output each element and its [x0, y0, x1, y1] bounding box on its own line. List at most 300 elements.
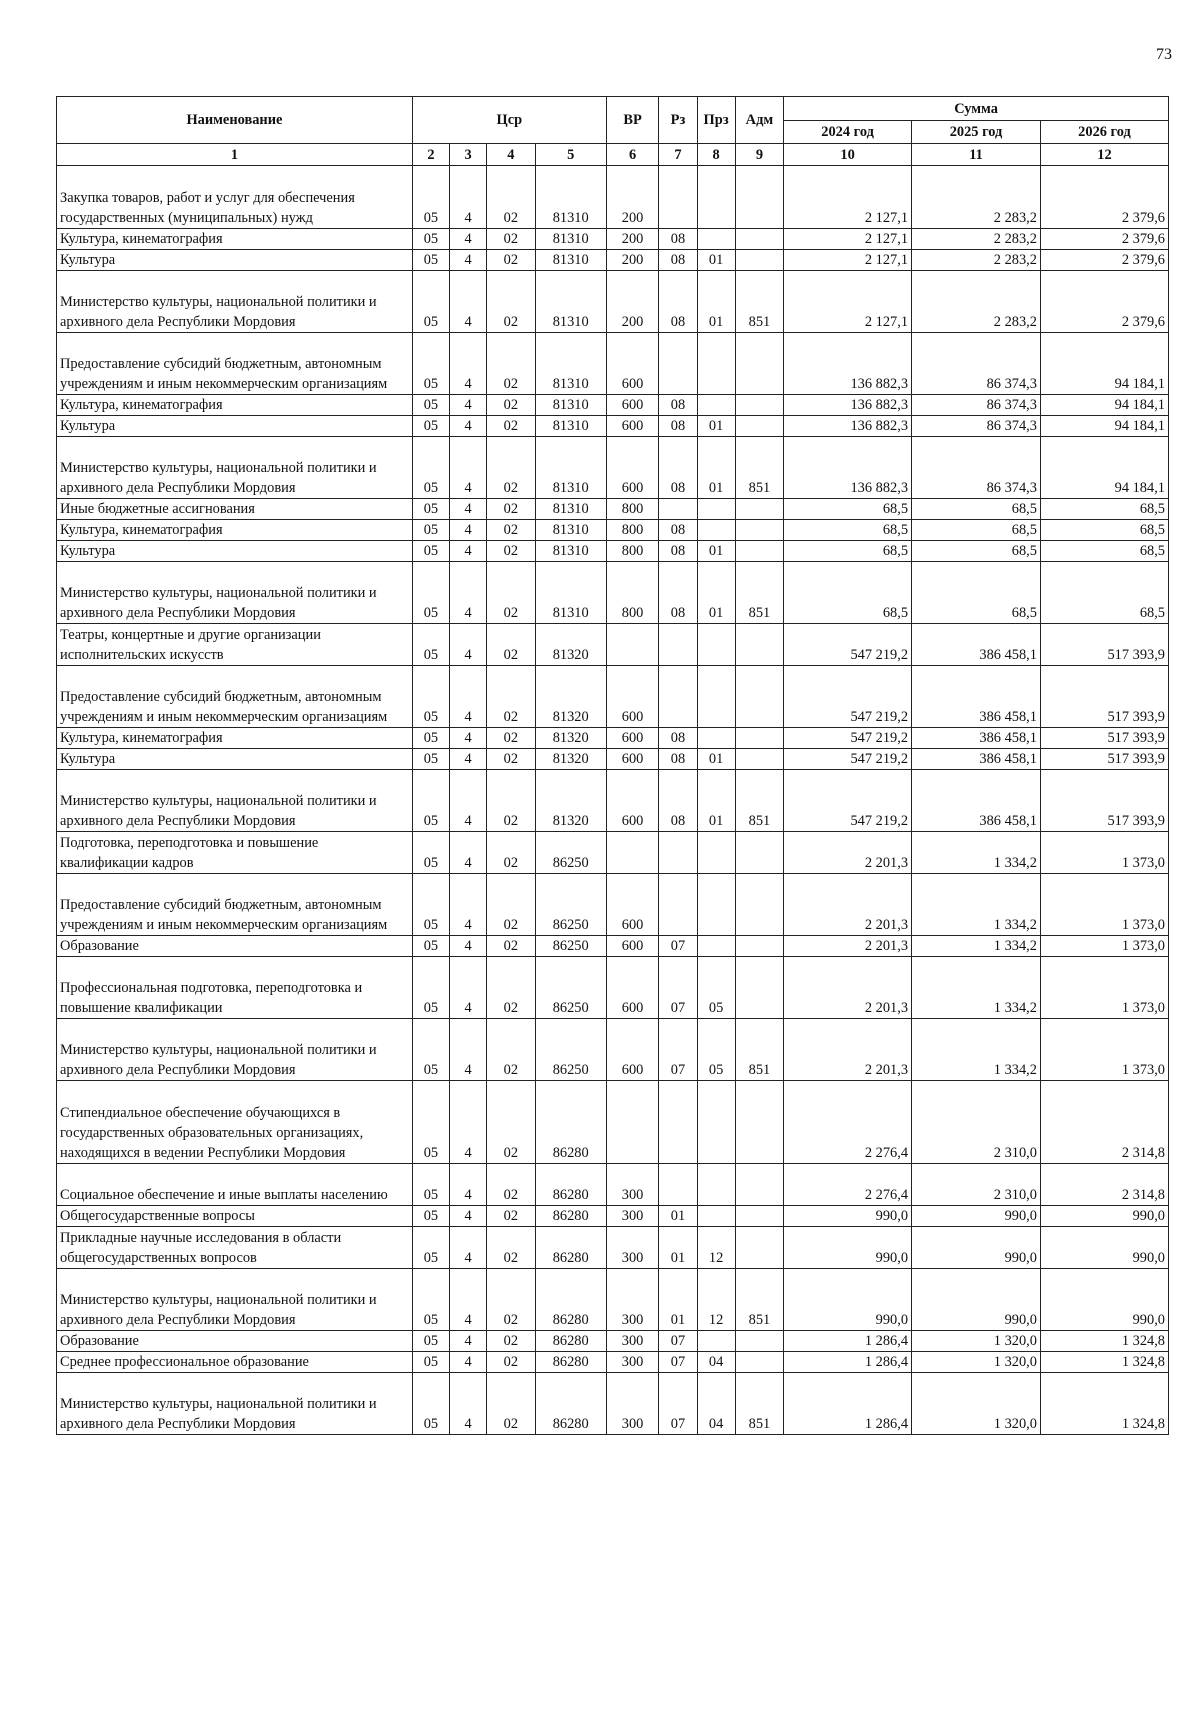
cell-tsr-2: 4	[449, 728, 486, 749]
cell-amount-2024: 1 286,4	[784, 1331, 912, 1352]
cell-amount-2026: 2 314,8	[1040, 1081, 1168, 1164]
cell-tsr-4: 81310	[535, 333, 606, 395]
cell-prz	[697, 874, 735, 936]
row-name: Министерство культуры, национальной политики и архивного дела Республики Мордовия	[57, 770, 413, 832]
cell-tsr-4: 86280	[535, 1331, 606, 1352]
cell-tsr-1: 05	[412, 1206, 449, 1227]
cell-prz: 12	[697, 1269, 735, 1331]
cell-tsr-1: 05	[412, 250, 449, 271]
table-row	[57, 416, 1169, 437]
cell-rz: 08	[659, 749, 697, 770]
cell-tsr-3: 02	[487, 1019, 535, 1081]
cell-tsr-3: 02	[487, 333, 535, 395]
column-number: 4	[487, 144, 535, 166]
cell-amount-2025: 1 320,0	[912, 1373, 1041, 1435]
cell-vr: 600	[606, 395, 659, 416]
cell-adm: 851	[735, 1373, 783, 1435]
cell-adm: 851	[735, 562, 783, 624]
cell-tsr-1: 05	[412, 936, 449, 957]
cell-adm	[735, 250, 783, 271]
cell-vr: 600	[606, 936, 659, 957]
cell-amount-2026: 990,0	[1040, 1269, 1168, 1331]
table-header	[57, 97, 1169, 166]
cell-tsr-4: 81310	[535, 229, 606, 250]
cell-adm	[735, 874, 783, 936]
table-row	[57, 437, 1169, 499]
table-row	[57, 1164, 1169, 1206]
row-name: Министерство культуры, национальной политики и архивного дела Республики Мордовия	[57, 271, 413, 333]
cell-amount-2024: 68,5	[784, 499, 912, 520]
row-name: Культура, кинематография	[57, 229, 413, 250]
cell-amount-2026: 2 379,6	[1040, 250, 1168, 271]
column-number: 5	[535, 144, 606, 166]
cell-amount-2025: 86 374,3	[912, 395, 1041, 416]
cell-tsr-2: 4	[449, 499, 486, 520]
cell-tsr-1: 05	[412, 395, 449, 416]
cell-prz	[697, 1164, 735, 1206]
header-prz: Прз	[697, 97, 735, 144]
row-name: Министерство культуры, национальной политики и архивного дела Республики Мордовия	[57, 562, 413, 624]
cell-tsr-4: 81310	[535, 541, 606, 562]
cell-rz	[659, 832, 697, 874]
cell-tsr-4: 86280	[535, 1206, 606, 1227]
cell-tsr-3: 02	[487, 832, 535, 874]
cell-amount-2024: 2 127,1	[784, 271, 912, 333]
row-name: Министерство культуры, национальной политики и архивного дела Республики Мордовия	[57, 437, 413, 499]
cell-adm: 851	[735, 1269, 783, 1331]
table-row	[57, 832, 1169, 874]
cell-adm	[735, 416, 783, 437]
cell-tsr-4: 86280	[535, 1227, 606, 1269]
cell-prz	[697, 229, 735, 250]
cell-rz: 07	[659, 1352, 697, 1373]
cell-prz: 04	[697, 1373, 735, 1435]
cell-adm: 851	[735, 437, 783, 499]
cell-amount-2024: 2 201,3	[784, 936, 912, 957]
cell-vr: 300	[606, 1373, 659, 1435]
cell-tsr-2: 4	[449, 770, 486, 832]
cell-amount-2026: 517 393,9	[1040, 749, 1168, 770]
cell-tsr-3: 02	[487, 229, 535, 250]
cell-tsr-4: 81310	[535, 437, 606, 499]
cell-amount-2025: 990,0	[912, 1206, 1041, 1227]
table-row	[57, 520, 1169, 541]
cell-prz: 01	[697, 749, 735, 770]
cell-vr: 600	[606, 333, 659, 395]
cell-rz: 01	[659, 1227, 697, 1269]
cell-tsr-2: 4	[449, 1269, 486, 1331]
cell-amount-2024: 2 276,4	[784, 1164, 912, 1206]
table-row	[57, 770, 1169, 832]
table-row	[57, 728, 1169, 749]
table-row	[57, 499, 1169, 520]
cell-amount-2024: 136 882,3	[784, 416, 912, 437]
table-row	[57, 1227, 1169, 1269]
cell-amount-2024: 1 286,4	[784, 1352, 912, 1373]
cell-adm: 851	[735, 271, 783, 333]
cell-tsr-3: 02	[487, 541, 535, 562]
cell-rz: 07	[659, 936, 697, 957]
cell-tsr-4: 81320	[535, 624, 606, 666]
cell-prz	[697, 1206, 735, 1227]
cell-rz	[659, 1081, 697, 1164]
cell-prz: 01	[697, 271, 735, 333]
cell-tsr-2: 4	[449, 166, 486, 229]
cell-tsr-1: 05	[412, 1269, 449, 1331]
cell-amount-2024: 68,5	[784, 520, 912, 541]
cell-prz	[697, 1331, 735, 1352]
cell-amount-2024: 1 286,4	[784, 1373, 912, 1435]
cell-prz	[697, 499, 735, 520]
cell-tsr-2: 4	[449, 832, 486, 874]
cell-tsr-4: 81320	[535, 666, 606, 728]
row-name: Культура, кинематография	[57, 395, 413, 416]
cell-tsr-1: 05	[412, 1164, 449, 1206]
cell-amount-2024: 2 201,3	[784, 957, 912, 1019]
cell-amount-2024: 136 882,3	[784, 437, 912, 499]
cell-tsr-2: 4	[449, 416, 486, 437]
cell-amount-2026: 1 373,0	[1040, 832, 1168, 874]
cell-tsr-1: 05	[412, 770, 449, 832]
cell-tsr-2: 4	[449, 936, 486, 957]
cell-amount-2025: 86 374,3	[912, 416, 1041, 437]
cell-tsr-1: 05	[412, 520, 449, 541]
cell-tsr-3: 02	[487, 520, 535, 541]
cell-amount-2024: 2 276,4	[784, 1081, 912, 1164]
cell-prz	[697, 728, 735, 749]
cell-tsr-3: 02	[487, 728, 535, 749]
cell-amount-2024: 2 127,1	[784, 229, 912, 250]
cell-tsr-1: 05	[412, 832, 449, 874]
table-row	[57, 1373, 1169, 1435]
cell-amount-2025: 1 334,2	[912, 957, 1041, 1019]
cell-prz: 04	[697, 1352, 735, 1373]
row-name: Предоставление субсидий бюджетным, автономным учреждениям и иным некоммерческим организациям	[57, 874, 413, 936]
column-number: 9	[735, 144, 783, 166]
cell-amount-2024: 68,5	[784, 562, 912, 624]
cell-amount-2026: 517 393,9	[1040, 666, 1168, 728]
cell-amount-2026: 94 184,1	[1040, 395, 1168, 416]
cell-tsr-3: 02	[487, 416, 535, 437]
cell-tsr-4: 81310	[535, 416, 606, 437]
cell-tsr-1: 05	[412, 166, 449, 229]
cell-tsr-2: 4	[449, 957, 486, 1019]
cell-vr: 600	[606, 1019, 659, 1081]
cell-amount-2024: 990,0	[784, 1206, 912, 1227]
cell-tsr-3: 02	[487, 562, 535, 624]
header-vr: ВР	[606, 97, 659, 144]
cell-tsr-4: 81310	[535, 562, 606, 624]
cell-tsr-3: 02	[487, 1081, 535, 1164]
cell-vr: 300	[606, 1331, 659, 1352]
cell-prz: 12	[697, 1227, 735, 1269]
row-name: Общегосударственные вопросы	[57, 1206, 413, 1227]
cell-tsr-4: 81310	[535, 250, 606, 271]
cell-tsr-4: 81310	[535, 395, 606, 416]
row-name: Подготовка, переподготовка и повышение квалификации кадров	[57, 832, 413, 874]
cell-tsr-3: 02	[487, 271, 535, 333]
table-row	[57, 562, 1169, 624]
cell-tsr-2: 4	[449, 1373, 486, 1435]
cell-rz: 08	[659, 562, 697, 624]
cell-rz: 08	[659, 541, 697, 562]
cell-amount-2026: 1 324,8	[1040, 1352, 1168, 1373]
cell-rz: 08	[659, 728, 697, 749]
table-row	[57, 1269, 1169, 1331]
cell-amount-2024: 2 201,3	[784, 832, 912, 874]
cell-tsr-2: 4	[449, 749, 486, 770]
cell-amount-2026: 2 379,6	[1040, 229, 1168, 250]
cell-rz: 08	[659, 250, 697, 271]
row-name: Культура	[57, 541, 413, 562]
cell-tsr-2: 4	[449, 1164, 486, 1206]
cell-tsr-1: 05	[412, 499, 449, 520]
cell-tsr-2: 4	[449, 666, 486, 728]
cell-adm	[735, 1081, 783, 1164]
cell-amount-2026: 68,5	[1040, 562, 1168, 624]
cell-amount-2025: 2 283,2	[912, 271, 1041, 333]
cell-rz: 07	[659, 1373, 697, 1435]
cell-tsr-4: 81320	[535, 728, 606, 749]
cell-vr	[606, 624, 659, 666]
cell-amount-2026: 68,5	[1040, 499, 1168, 520]
cell-tsr-4: 86280	[535, 1373, 606, 1435]
cell-vr: 300	[606, 1206, 659, 1227]
cell-vr: 600	[606, 874, 659, 936]
cell-vr	[606, 1081, 659, 1164]
cell-tsr-1: 05	[412, 874, 449, 936]
cell-adm	[735, 333, 783, 395]
cell-adm	[735, 229, 783, 250]
cell-amount-2026: 1 373,0	[1040, 1019, 1168, 1081]
cell-tsr-4: 86280	[535, 1164, 606, 1206]
cell-tsr-3: 02	[487, 1373, 535, 1435]
cell-tsr-3: 02	[487, 874, 535, 936]
cell-amount-2025: 68,5	[912, 541, 1041, 562]
cell-prz	[697, 1081, 735, 1164]
cell-tsr-3: 02	[487, 749, 535, 770]
cell-amount-2024: 136 882,3	[784, 395, 912, 416]
cell-amount-2025: 2 283,2	[912, 166, 1041, 229]
cell-amount-2024: 990,0	[784, 1227, 912, 1269]
row-name: Закупка товаров, работ и услуг для обеспечения государственных (муниципальных) нужд	[57, 166, 413, 229]
cell-prz	[697, 936, 735, 957]
cell-vr: 200	[606, 250, 659, 271]
cell-rz: 07	[659, 1331, 697, 1352]
cell-prz	[697, 395, 735, 416]
budget-table	[56, 96, 1169, 1435]
row-name: Министерство культуры, национальной политики и архивного дела Республики Мордовия	[57, 1269, 413, 1331]
cell-amount-2025: 68,5	[912, 520, 1041, 541]
cell-tsr-2: 4	[449, 250, 486, 271]
table-row	[57, 1206, 1169, 1227]
cell-vr	[606, 832, 659, 874]
cell-rz	[659, 166, 697, 229]
page-number: 73	[1156, 46, 1172, 63]
cell-tsr-1: 05	[412, 1331, 449, 1352]
cell-amount-2025: 1 320,0	[912, 1331, 1041, 1352]
cell-tsr-4: 81310	[535, 271, 606, 333]
cell-tsr-2: 4	[449, 874, 486, 936]
cell-prz	[697, 666, 735, 728]
column-number: 10	[784, 144, 912, 166]
cell-tsr-1: 05	[412, 624, 449, 666]
cell-tsr-4: 86250	[535, 874, 606, 936]
cell-adm	[735, 832, 783, 874]
cell-tsr-3: 02	[487, 1227, 535, 1269]
table-row	[57, 1081, 1169, 1164]
cell-tsr-4: 86250	[535, 957, 606, 1019]
row-name: Предоставление субсидий бюджетным, автономным учреждениям и иным некоммерческим организациям	[57, 666, 413, 728]
cell-adm	[735, 395, 783, 416]
cell-amount-2026: 1 373,0	[1040, 957, 1168, 1019]
cell-vr: 300	[606, 1227, 659, 1269]
cell-rz: 07	[659, 957, 697, 1019]
cell-vr: 600	[606, 416, 659, 437]
cell-amount-2024: 547 219,2	[784, 770, 912, 832]
cell-tsr-1: 05	[412, 416, 449, 437]
cell-amount-2025: 990,0	[912, 1227, 1041, 1269]
cell-tsr-1: 05	[412, 437, 449, 499]
cell-amount-2025: 86 374,3	[912, 437, 1041, 499]
cell-vr: 300	[606, 1352, 659, 1373]
cell-tsr-4: 86280	[535, 1269, 606, 1331]
cell-prz: 05	[697, 957, 735, 1019]
cell-tsr-4: 81320	[535, 770, 606, 832]
cell-prz: 01	[697, 541, 735, 562]
cell-prz	[697, 333, 735, 395]
cell-tsr-4: 81320	[535, 749, 606, 770]
cell-adm	[735, 957, 783, 1019]
cell-amount-2025: 2 310,0	[912, 1081, 1041, 1164]
cell-amount-2024: 547 219,2	[784, 624, 912, 666]
cell-tsr-2: 4	[449, 1227, 486, 1269]
cell-amount-2024: 2 201,3	[784, 874, 912, 936]
cell-tsr-1: 05	[412, 333, 449, 395]
row-name: Профессиональная подготовка, переподготовка и повышение квалификации	[57, 957, 413, 1019]
cell-amount-2025: 1 334,2	[912, 936, 1041, 957]
cell-adm	[735, 749, 783, 770]
cell-amount-2026: 2 379,6	[1040, 271, 1168, 333]
cell-amount-2024: 2 127,1	[784, 250, 912, 271]
cell-amount-2024: 2 127,1	[784, 166, 912, 229]
cell-rz	[659, 1164, 697, 1206]
cell-tsr-1: 05	[412, 1081, 449, 1164]
cell-tsr-1: 05	[412, 1373, 449, 1435]
cell-amount-2025: 2 283,2	[912, 229, 1041, 250]
column-number: 11	[912, 144, 1041, 166]
cell-vr: 600	[606, 749, 659, 770]
cell-tsr-4: 81310	[535, 166, 606, 229]
cell-amount-2024: 547 219,2	[784, 666, 912, 728]
cell-tsr-2: 4	[449, 1019, 486, 1081]
cell-adm	[735, 541, 783, 562]
cell-amount-2025: 990,0	[912, 1269, 1041, 1331]
table-row	[57, 1331, 1169, 1352]
table-row	[57, 957, 1169, 1019]
cell-adm	[735, 1164, 783, 1206]
cell-tsr-2: 4	[449, 395, 486, 416]
cell-tsr-1: 05	[412, 749, 449, 770]
cell-tsr-3: 02	[487, 624, 535, 666]
cell-rz	[659, 499, 697, 520]
cell-vr: 800	[606, 499, 659, 520]
cell-tsr-1: 05	[412, 562, 449, 624]
cell-amount-2024: 547 219,2	[784, 749, 912, 770]
row-name: Театры, концертные и другие организации исполнительских искусств	[57, 624, 413, 666]
cell-tsr-1: 05	[412, 728, 449, 749]
cell-amount-2026: 1 373,0	[1040, 874, 1168, 936]
cell-tsr-1: 05	[412, 1227, 449, 1269]
cell-amount-2026: 94 184,1	[1040, 416, 1168, 437]
cell-amount-2025: 386 458,1	[912, 728, 1041, 749]
cell-rz	[659, 666, 697, 728]
cell-amount-2025: 2 283,2	[912, 250, 1041, 271]
cell-adm: 851	[735, 770, 783, 832]
table-row	[57, 1352, 1169, 1373]
cell-prz: 01	[697, 562, 735, 624]
cell-adm	[735, 1227, 783, 1269]
cell-tsr-2: 4	[449, 541, 486, 562]
cell-tsr-3: 02	[487, 1164, 535, 1206]
cell-amount-2026: 517 393,9	[1040, 728, 1168, 749]
header-name: Наименование	[57, 97, 413, 144]
table-row	[57, 333, 1169, 395]
cell-rz	[659, 624, 697, 666]
cell-prz: 01	[697, 250, 735, 271]
cell-amount-2026: 94 184,1	[1040, 437, 1168, 499]
column-number: 7	[659, 144, 697, 166]
cell-rz	[659, 333, 697, 395]
cell-vr: 600	[606, 728, 659, 749]
cell-prz: 01	[697, 770, 735, 832]
cell-tsr-3: 02	[487, 770, 535, 832]
cell-adm	[735, 666, 783, 728]
cell-amount-2025: 1 334,2	[912, 832, 1041, 874]
cell-tsr-4: 86250	[535, 1019, 606, 1081]
row-name: Предоставление субсидий бюджетным, автономным учреждениям и иным некоммерческим организациям	[57, 333, 413, 395]
cell-tsr-4: 86250	[535, 936, 606, 957]
row-name: Образование	[57, 1331, 413, 1352]
cell-tsr-2: 4	[449, 1331, 486, 1352]
cell-amount-2025: 2 310,0	[912, 1164, 1041, 1206]
cell-tsr-3: 02	[487, 1269, 535, 1331]
cell-rz: 08	[659, 520, 697, 541]
cell-tsr-2: 4	[449, 229, 486, 250]
cell-amount-2026: 1 324,8	[1040, 1373, 1168, 1435]
cell-vr: 200	[606, 229, 659, 250]
cell-adm	[735, 1331, 783, 1352]
cell-tsr-4: 81310	[535, 520, 606, 541]
cell-prz	[697, 166, 735, 229]
cell-amount-2025: 1 334,2	[912, 1019, 1041, 1081]
cell-amount-2024: 990,0	[784, 1269, 912, 1331]
cell-adm	[735, 624, 783, 666]
cell-prz	[697, 520, 735, 541]
cell-adm	[735, 499, 783, 520]
column-number: 3	[449, 144, 486, 166]
row-name: Культура	[57, 416, 413, 437]
cell-tsr-3: 02	[487, 936, 535, 957]
cell-tsr-4: 86280	[535, 1081, 606, 1164]
header-rz: Рз	[659, 97, 697, 144]
row-name: Культура, кинематография	[57, 728, 413, 749]
cell-tsr-3: 02	[487, 1352, 535, 1373]
row-name: Министерство культуры, национальной политики и архивного дела Республики Мордовия	[57, 1373, 413, 1435]
cell-tsr-1: 05	[412, 1019, 449, 1081]
header-year-2024: 2024 год	[784, 121, 912, 144]
cell-tsr-3: 02	[487, 1331, 535, 1352]
